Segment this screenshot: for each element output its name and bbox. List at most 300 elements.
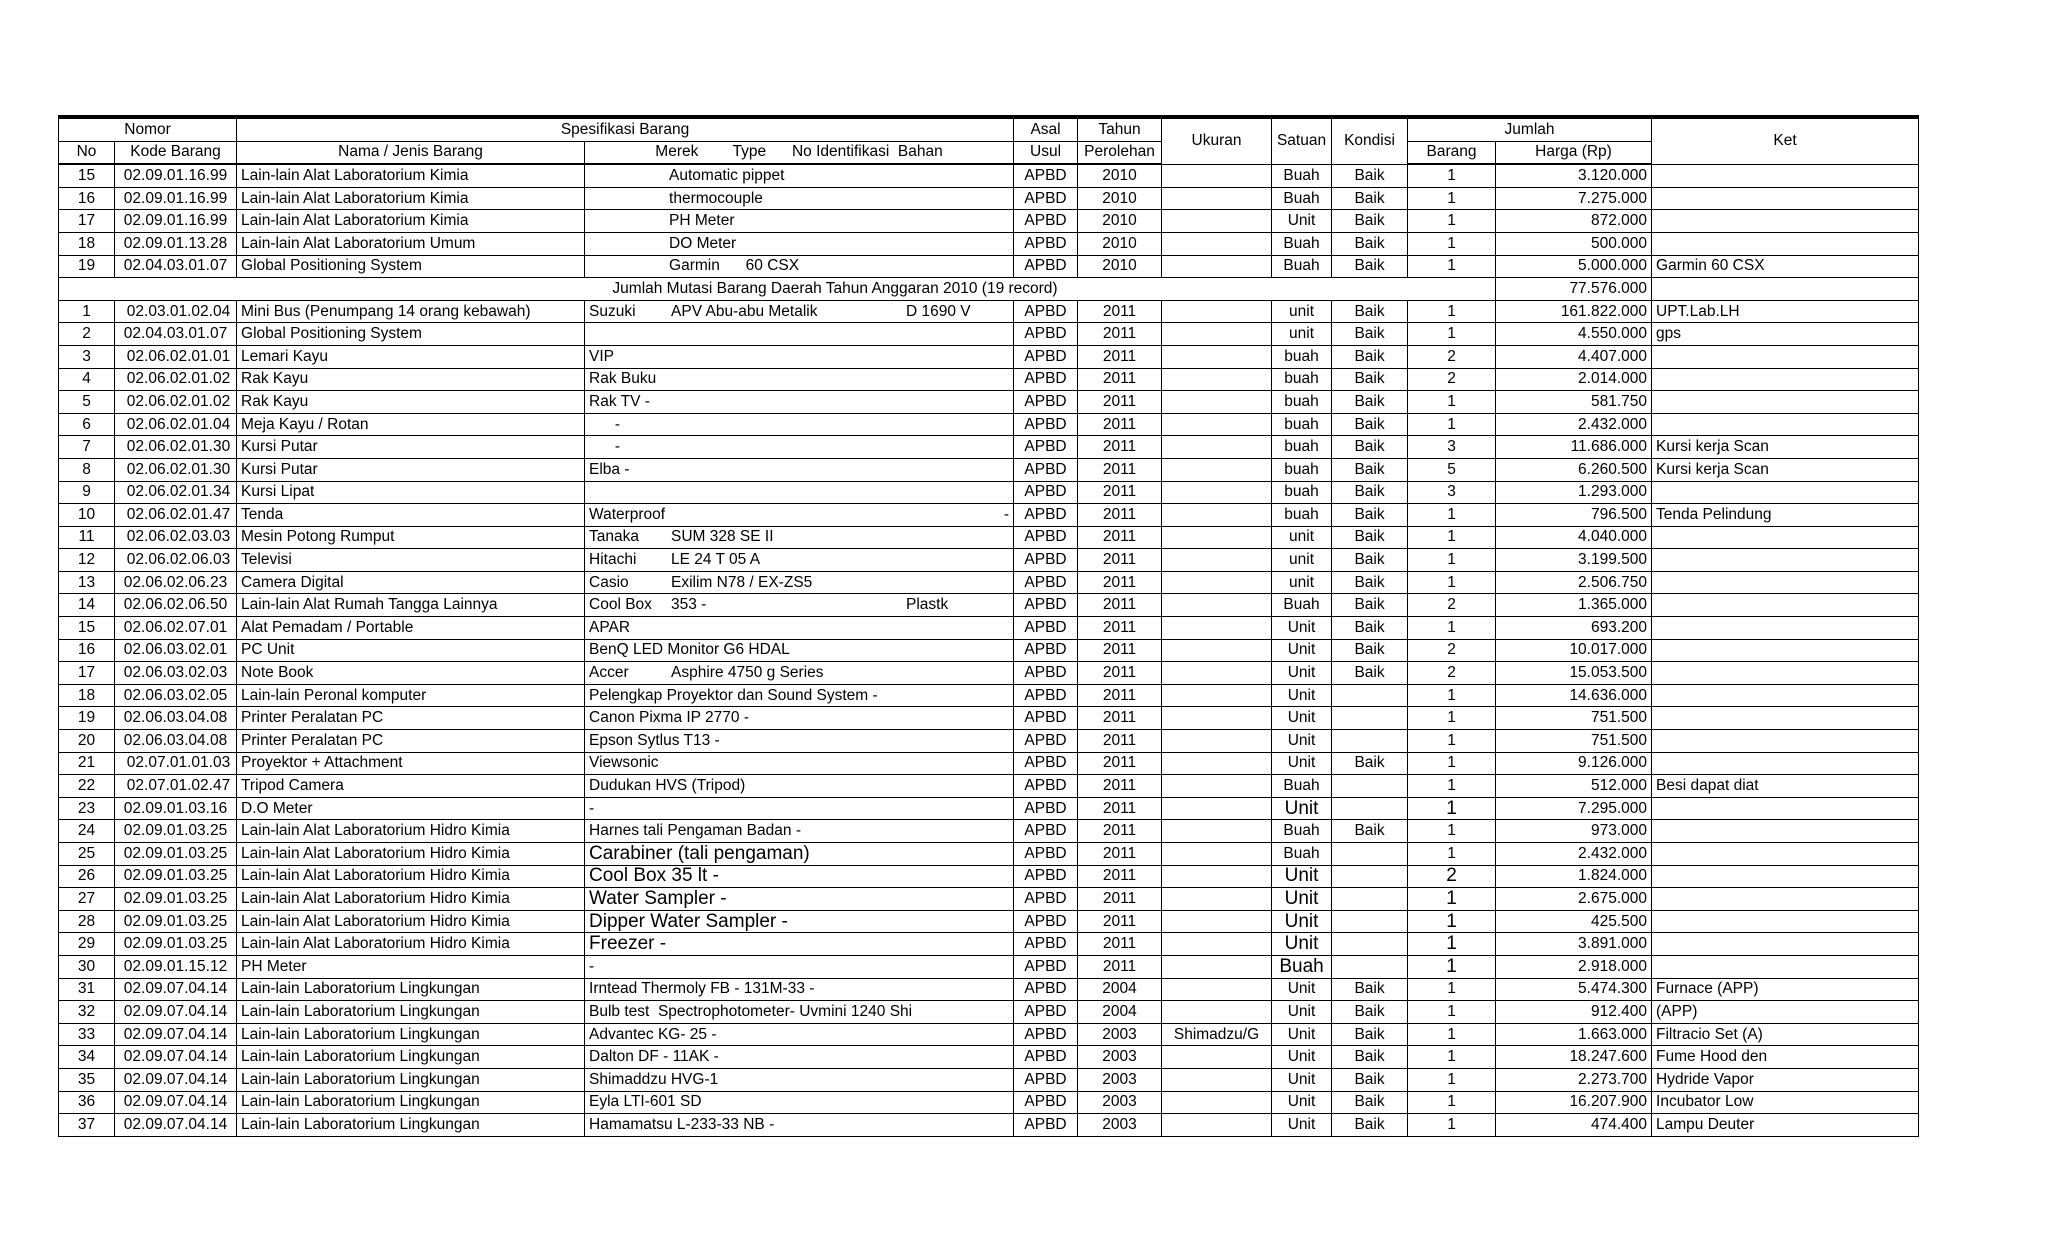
cell-satuan: unit xyxy=(1272,323,1332,346)
cell-spesifikasi xyxy=(585,1001,1014,1024)
cell-kode: 02.06.02.01.02 xyxy=(115,391,237,414)
cell-no: 7 xyxy=(59,436,115,459)
cell-satuan: unit xyxy=(1272,300,1332,323)
cell-spesifikasi xyxy=(585,933,1014,956)
spec-merek: Freezer - xyxy=(589,933,667,955)
cell-ukuran xyxy=(1162,549,1272,572)
cell-satuan: Buah xyxy=(1272,820,1332,843)
cell-kondisi: Baik xyxy=(1332,978,1408,1001)
spec-type: 353 - xyxy=(671,596,707,614)
cell-spesifikasi xyxy=(585,797,1014,820)
cell-tahun: 2011 xyxy=(1078,526,1162,549)
cell-harga: 3.199.500 xyxy=(1496,549,1652,572)
cell-kondisi xyxy=(1332,910,1408,933)
cell-tahun: 2011 xyxy=(1078,865,1162,888)
cell-kondisi xyxy=(1332,797,1408,820)
cell-no: 8 xyxy=(59,458,115,481)
total-label: Jumlah Mutasi Barang Daerah Tahun Anggaran 2010 (19 record) xyxy=(59,278,1496,301)
cell-kode: 02.06.02.01.30 xyxy=(115,436,237,459)
cell-satuan: Unit xyxy=(1272,639,1332,662)
cell-asal: APBD xyxy=(1014,775,1078,798)
table-row xyxy=(59,910,1919,933)
header-barang: Barang xyxy=(1408,141,1496,164)
cell-ukuran xyxy=(1162,662,1272,685)
cell-kode: 02.09.07.04.14 xyxy=(115,1114,237,1137)
cell-ket xyxy=(1652,865,1919,888)
cell-asal: APBD xyxy=(1014,865,1078,888)
cell-barang: 1 xyxy=(1408,843,1496,866)
cell-ket xyxy=(1652,391,1919,414)
table-row xyxy=(59,797,1919,820)
cell-no: 1 xyxy=(59,300,115,323)
cell-kode: 02.03.01.02.04 xyxy=(115,300,237,323)
spec-merek: Pelengkap Proyektor dan Sound System - xyxy=(589,686,878,704)
cell-no: 18 xyxy=(59,232,115,255)
cell-satuan: Unit xyxy=(1272,617,1332,640)
cell-no: 4 xyxy=(59,368,115,391)
cell-kondisi: Baik xyxy=(1332,1114,1408,1137)
spec-type: APV Abu-abu Metalik xyxy=(671,302,818,320)
spec-merek: Rak Buku xyxy=(589,370,657,388)
cell-nama: Lain-lain Laboratorium Lingkungan xyxy=(237,1001,585,1024)
spec-merek: Rak TV - xyxy=(589,392,650,410)
spec-type: Exilim N78 / EX-ZS5 xyxy=(671,573,813,591)
cell-ukuran xyxy=(1162,323,1272,346)
cell-asal: APBD xyxy=(1014,526,1078,549)
cell-spesifikasi xyxy=(585,210,1014,233)
cell-barang: 3 xyxy=(1408,481,1496,504)
spec-merek: Casio xyxy=(589,573,629,591)
cell-asal: APBD xyxy=(1014,210,1078,233)
cell-spesifikasi xyxy=(585,436,1014,459)
spec-type xyxy=(609,505,844,525)
cell-asal: APBD xyxy=(1014,639,1078,662)
cell-kode: 02.06.02.01.04 xyxy=(115,413,237,436)
cell-asal: APBD xyxy=(1014,391,1078,414)
cell-tahun: 2003 xyxy=(1078,1091,1162,1114)
cell-ket: gps xyxy=(1652,323,1919,346)
cell-no: 15 xyxy=(59,617,115,640)
cell-no: 12 xyxy=(59,549,115,572)
cell-asal: APBD xyxy=(1014,300,1078,323)
spec-merek: Eyla LTI-601 SD xyxy=(589,1093,702,1111)
cell-ket: Kursi kerja Scan xyxy=(1652,458,1919,481)
cell-asal: APBD xyxy=(1014,910,1078,933)
cell-kondisi: Baik xyxy=(1332,187,1408,210)
cell-kondisi: Baik xyxy=(1332,662,1408,685)
cell-asal: APBD xyxy=(1014,933,1078,956)
cell-no: 35 xyxy=(59,1068,115,1091)
cell-nama: Rak Kayu xyxy=(237,368,585,391)
cell-asal: APBD xyxy=(1014,413,1078,436)
cell-satuan: Unit xyxy=(1272,1001,1332,1024)
cell-asal: APBD xyxy=(1014,323,1078,346)
cell-kode: 02.06.02.01.47 xyxy=(115,504,237,527)
cell-satuan: Buah xyxy=(1272,775,1332,798)
cell-kondisi: Baik xyxy=(1332,1068,1408,1091)
total-ket xyxy=(1652,278,1919,301)
spec-merek: Shimaddzu HVG-1 xyxy=(589,1070,719,1088)
header-harga: Harga (Rp) xyxy=(1496,141,1652,164)
cell-satuan: buah xyxy=(1272,391,1332,414)
cell-kode: 02.09.01.03.25 xyxy=(115,888,237,911)
cell-satuan: Unit xyxy=(1272,865,1332,888)
cell-satuan: Buah xyxy=(1272,164,1332,187)
total-row xyxy=(59,278,1919,301)
cell-asal: APBD xyxy=(1014,955,1078,978)
cell-kondisi xyxy=(1332,775,1408,798)
cell-spesifikasi xyxy=(585,187,1014,210)
cell-ket xyxy=(1652,662,1919,685)
cell-kondisi: Baik xyxy=(1332,526,1408,549)
cell-spesifikasi xyxy=(585,888,1014,911)
header-ket: Ket xyxy=(1652,117,1919,164)
cell-harga: 7.295.000 xyxy=(1496,797,1652,820)
cell-ket xyxy=(1652,210,1919,233)
table-row xyxy=(59,843,1919,866)
table-row xyxy=(59,232,1919,255)
cell-ket xyxy=(1652,368,1919,391)
cell-ket: UPT.Lab.LH xyxy=(1652,300,1919,323)
cell-asal: APBD xyxy=(1014,707,1078,730)
cell-ket xyxy=(1652,413,1919,436)
spec-merek: Harnes tali Pengaman Badan - xyxy=(589,822,801,840)
cell-barang: 1 xyxy=(1408,730,1496,753)
cell-ket: Kursi kerja Scan xyxy=(1652,436,1919,459)
cell-harga: 9.126.000 xyxy=(1496,752,1652,775)
cell-harga: 973.000 xyxy=(1496,820,1652,843)
cell-ukuran xyxy=(1162,978,1272,1001)
cell-nama: Lain-lain Laboratorium Lingkungan xyxy=(237,1091,585,1114)
cell-kode: 02.06.02.01.34 xyxy=(115,481,237,504)
cell-tahun: 2010 xyxy=(1078,210,1162,233)
cell-ukuran xyxy=(1162,345,1272,368)
cell-kondisi: Baik xyxy=(1332,164,1408,187)
cell-spesifikasi xyxy=(585,504,1014,527)
cell-spesifikasi xyxy=(585,458,1014,481)
cell-tahun: 2011 xyxy=(1078,481,1162,504)
cell-satuan: buah xyxy=(1272,436,1332,459)
cell-ukuran xyxy=(1162,730,1272,753)
cell-satuan: buah xyxy=(1272,413,1332,436)
cell-barang: 1 xyxy=(1408,232,1496,255)
header-nomor: Nomor xyxy=(59,117,237,141)
cell-nama: Lain-lain Alat Laboratorium Kimia xyxy=(237,164,585,187)
cell-kode: 02.06.02.06.03 xyxy=(115,549,237,572)
table-row xyxy=(59,436,1919,459)
cell-ket: Fume Hood den xyxy=(1652,1046,1919,1069)
spec-merek: Epson Sytlus T13 - xyxy=(589,731,720,749)
spec-merek: Cool Box xyxy=(589,596,652,614)
cell-kondisi: Baik xyxy=(1332,571,1408,594)
cell-spesifikasi xyxy=(585,481,1014,504)
cell-ukuran xyxy=(1162,504,1272,527)
cell-ukuran xyxy=(1162,707,1272,730)
cell-ukuran xyxy=(1162,255,1272,278)
cell-nama: PH Meter xyxy=(237,955,585,978)
cell-tahun: 2011 xyxy=(1078,662,1162,685)
cell-no: 16 xyxy=(59,639,115,662)
cell-barang: 1 xyxy=(1408,820,1496,843)
cell-ukuran xyxy=(1162,481,1272,504)
cell-no: 36 xyxy=(59,1091,115,1114)
table-row xyxy=(59,526,1919,549)
cell-no: 25 xyxy=(59,843,115,866)
cell-satuan: Unit xyxy=(1272,1068,1332,1091)
table-row xyxy=(59,933,1919,956)
cell-asal: APBD xyxy=(1014,1091,1078,1114)
cell-kode: 02.09.01.16.99 xyxy=(115,210,237,233)
cell-harga: 425.500 xyxy=(1496,910,1652,933)
cell-kode: 02.09.01.03.25 xyxy=(115,843,237,866)
cell-nama: Lain-lain Laboratorium Lingkungan xyxy=(237,1114,585,1137)
cell-ukuran xyxy=(1162,232,1272,255)
cell-barang: 1 xyxy=(1408,187,1496,210)
cell-satuan: Unit xyxy=(1272,888,1332,911)
cell-kondisi: Baik xyxy=(1332,617,1408,640)
cell-asal: APBD xyxy=(1014,662,1078,685)
cell-nama: Lain-lain Laboratorium Lingkungan xyxy=(237,978,585,1001)
cell-satuan: Buah xyxy=(1272,955,1332,978)
cell-satuan: Unit xyxy=(1272,707,1332,730)
cell-satuan: buah xyxy=(1272,504,1332,527)
cell-spesifikasi xyxy=(585,752,1014,775)
cell-kode: 02.09.01.03.25 xyxy=(115,820,237,843)
cell-asal: APBD xyxy=(1014,504,1078,527)
spec-type: DO Meter xyxy=(669,234,737,252)
cell-ukuran xyxy=(1162,775,1272,798)
cell-kode: 02.09.01.03.16 xyxy=(115,797,237,820)
cell-spesifikasi xyxy=(585,843,1014,866)
cell-barang: 2 xyxy=(1408,368,1496,391)
cell-ukuran xyxy=(1162,1091,1272,1114)
spec-merek: Hitachi xyxy=(589,551,637,569)
cell-satuan: Unit xyxy=(1272,933,1332,956)
spec-merek: Bulb test Spectrophotometer- Uvmini 1240 Shi xyxy=(589,1002,913,1020)
cell-kode: 02.09.01.16.99 xyxy=(115,164,237,187)
cell-barang: 1 xyxy=(1408,978,1496,1001)
spec-merek: Canon Pixma IP 2770 - xyxy=(589,709,749,727)
table-row xyxy=(59,888,1919,911)
table-row xyxy=(59,368,1919,391)
cell-asal: APBD xyxy=(1014,820,1078,843)
cell-spesifikasi xyxy=(585,164,1014,187)
cell-barang: 1 xyxy=(1408,164,1496,187)
cell-kode: 02.09.01.16.99 xyxy=(115,187,237,210)
cell-harga: 5.474.300 xyxy=(1496,978,1652,1001)
spec-merek: APAR xyxy=(589,618,631,636)
cell-ket: Filtracio Set (A) xyxy=(1652,1023,1919,1046)
cell-ket: Garmin 60 CSX xyxy=(1652,255,1919,278)
cell-spesifikasi xyxy=(585,865,1014,888)
cell-nama: Printer Peralatan PC xyxy=(237,730,585,753)
cell-nama: Global Positioning System xyxy=(237,323,585,346)
cell-satuan: Unit xyxy=(1272,1046,1332,1069)
cell-tahun: 2011 xyxy=(1078,775,1162,798)
cell-ket xyxy=(1652,933,1919,956)
cell-tahun: 2004 xyxy=(1078,978,1162,1001)
cell-ukuran xyxy=(1162,1046,1272,1069)
cell-ket xyxy=(1652,684,1919,707)
cell-harga: 161.822.000 xyxy=(1496,300,1652,323)
cell-spesifikasi xyxy=(585,775,1014,798)
cell-satuan: buah xyxy=(1272,345,1332,368)
cell-barang: 1 xyxy=(1408,391,1496,414)
cell-kondisi: Baik xyxy=(1332,820,1408,843)
cell-barang: 1 xyxy=(1408,323,1496,346)
cell-ket xyxy=(1652,617,1919,640)
cell-harga: 5.000.000 xyxy=(1496,255,1652,278)
cell-no: 17 xyxy=(59,662,115,685)
cell-tahun: 2011 xyxy=(1078,300,1162,323)
inventory-table xyxy=(58,115,1919,1137)
cell-nama: Kursi Lipat xyxy=(237,481,585,504)
cell-tahun: 2011 xyxy=(1078,797,1162,820)
cell-spesifikasi xyxy=(585,1091,1014,1114)
cell-barang: 1 xyxy=(1408,797,1496,820)
cell-barang: 1 xyxy=(1408,888,1496,911)
cell-barang: 1 xyxy=(1408,1046,1496,1069)
cell-no: 26 xyxy=(59,865,115,888)
cell-no: 31 xyxy=(59,978,115,1001)
cell-barang: 1 xyxy=(1408,571,1496,594)
cell-kondisi: Baik xyxy=(1332,232,1408,255)
cell-asal: APBD xyxy=(1014,684,1078,707)
table-row xyxy=(59,617,1919,640)
cell-tahun: 2011 xyxy=(1078,684,1162,707)
cell-harga: 14.636.000 xyxy=(1496,684,1652,707)
cell-nama: PC Unit xyxy=(237,639,585,662)
spec-merek: - xyxy=(589,957,595,975)
cell-no: 11 xyxy=(59,526,115,549)
cell-spesifikasi xyxy=(585,820,1014,843)
cell-asal: APBD xyxy=(1014,255,1078,278)
cell-kondisi: Baik xyxy=(1332,549,1408,572)
cell-kondisi xyxy=(1332,933,1408,956)
cell-spesifikasi xyxy=(585,345,1014,368)
cell-nama: Lain-lain Alat Laboratorium Kimia xyxy=(237,210,585,233)
table-row xyxy=(59,662,1919,685)
cell-spesifikasi xyxy=(585,571,1014,594)
cell-kode: 02.04.03.01.07 xyxy=(115,255,237,278)
cell-kode: 02.09.07.04.14 xyxy=(115,1046,237,1069)
cell-asal: APBD xyxy=(1014,481,1078,504)
cell-nama: Lain-lain Alat Laboratorium Umum xyxy=(237,232,585,255)
cell-no: 34 xyxy=(59,1046,115,1069)
cell-kondisi: Baik xyxy=(1332,255,1408,278)
table-row xyxy=(59,707,1919,730)
cell-spesifikasi xyxy=(585,300,1014,323)
header-row-1 xyxy=(59,117,1919,141)
cell-nama: Lain-lain Alat Laboratorium Hidro Kimia xyxy=(237,910,585,933)
cell-nama: Tenda xyxy=(237,504,585,527)
cell-ukuran xyxy=(1162,1068,1272,1091)
cell-harga: 751.500 xyxy=(1496,730,1652,753)
cell-kondisi: Baik xyxy=(1332,368,1408,391)
cell-ket: Hydride Vapor xyxy=(1652,1068,1919,1091)
table-row xyxy=(59,978,1919,1001)
cell-kondisi xyxy=(1332,843,1408,866)
cell-nama: Kursi Putar xyxy=(237,458,585,481)
spec-merek: Dalton DF - 11AK - xyxy=(589,1048,719,1066)
cell-asal: APBD xyxy=(1014,797,1078,820)
cell-barang: 1 xyxy=(1408,617,1496,640)
cell-harga: 751.500 xyxy=(1496,707,1652,730)
cell-harga: 6.260.500 xyxy=(1496,458,1652,481)
cell-barang: 1 xyxy=(1408,300,1496,323)
cell-asal: APBD xyxy=(1014,164,1078,187)
cell-harga: 4.040.000 xyxy=(1496,526,1652,549)
cell-no: 5 xyxy=(59,391,115,414)
cell-ukuran xyxy=(1162,164,1272,187)
cell-no: 14 xyxy=(59,594,115,617)
cell-spesifikasi xyxy=(585,978,1014,1001)
spec-merek: Irntead Thermoly FB - 131M-33 - xyxy=(589,980,815,998)
spec-type: PH Meter xyxy=(669,212,735,230)
cell-tahun: 2011 xyxy=(1078,843,1162,866)
cell-nama: Meja Kayu / Rotan xyxy=(237,413,585,436)
cell-tahun: 2011 xyxy=(1078,707,1162,730)
table-row xyxy=(59,571,1919,594)
cell-harga: 2.432.000 xyxy=(1496,413,1652,436)
cell-ukuran xyxy=(1162,526,1272,549)
cell-ukuran xyxy=(1162,888,1272,911)
cell-ukuran xyxy=(1162,1001,1272,1024)
cell-nama: Lain-lain Alat Laboratorium Hidro Kimia xyxy=(237,933,585,956)
cell-ket xyxy=(1652,345,1919,368)
cell-spesifikasi xyxy=(585,910,1014,933)
cell-no: 3 xyxy=(59,345,115,368)
spec-type: LE 24 T 05 A xyxy=(671,551,761,569)
cell-satuan: Buah xyxy=(1272,232,1332,255)
cell-harga: 3.120.000 xyxy=(1496,164,1652,187)
cell-nama: D.O Meter xyxy=(237,797,585,820)
cell-spesifikasi xyxy=(585,1114,1014,1137)
table-row xyxy=(59,730,1919,753)
cell-no: 33 xyxy=(59,1023,115,1046)
cell-no: 28 xyxy=(59,910,115,933)
cell-barang: 1 xyxy=(1408,504,1496,527)
cell-satuan: Unit xyxy=(1272,662,1332,685)
cell-spesifikasi xyxy=(585,1046,1014,1069)
cell-spesifikasi xyxy=(585,526,1014,549)
spec-merek: Dipper Water Sampler - xyxy=(589,910,788,932)
cell-harga: 1.824.000 xyxy=(1496,865,1652,888)
cell-tahun: 2003 xyxy=(1078,1114,1162,1137)
spec-type: SUM 328 SE II xyxy=(671,528,774,546)
spec-merek: Suzuki xyxy=(589,302,636,320)
header-spec-sub: Merek Type No Identifikasi Bahan xyxy=(585,141,1014,164)
cell-tahun: 2011 xyxy=(1078,617,1162,640)
table-row xyxy=(59,820,1919,843)
cell-tahun: 2003 xyxy=(1078,1046,1162,1069)
spec-ident: - xyxy=(1003,505,1010,523)
cell-barang: 5 xyxy=(1408,458,1496,481)
cell-asal: APBD xyxy=(1014,1114,1078,1137)
cell-kode: 02.06.03.02.03 xyxy=(115,662,237,685)
cell-harga: 2.273.700 xyxy=(1496,1068,1652,1091)
header-no: No xyxy=(59,141,115,164)
cell-ukuran xyxy=(1162,797,1272,820)
cell-harga: 7.275.000 xyxy=(1496,187,1652,210)
cell-barang: 1 xyxy=(1408,684,1496,707)
header-kode: Kode Barang xyxy=(115,141,237,164)
cell-ket xyxy=(1652,910,1919,933)
cell-kondisi: Baik xyxy=(1332,413,1408,436)
cell-harga: 2.675.000 xyxy=(1496,888,1652,911)
cell-no: 32 xyxy=(59,1001,115,1024)
cell-ukuran xyxy=(1162,639,1272,662)
